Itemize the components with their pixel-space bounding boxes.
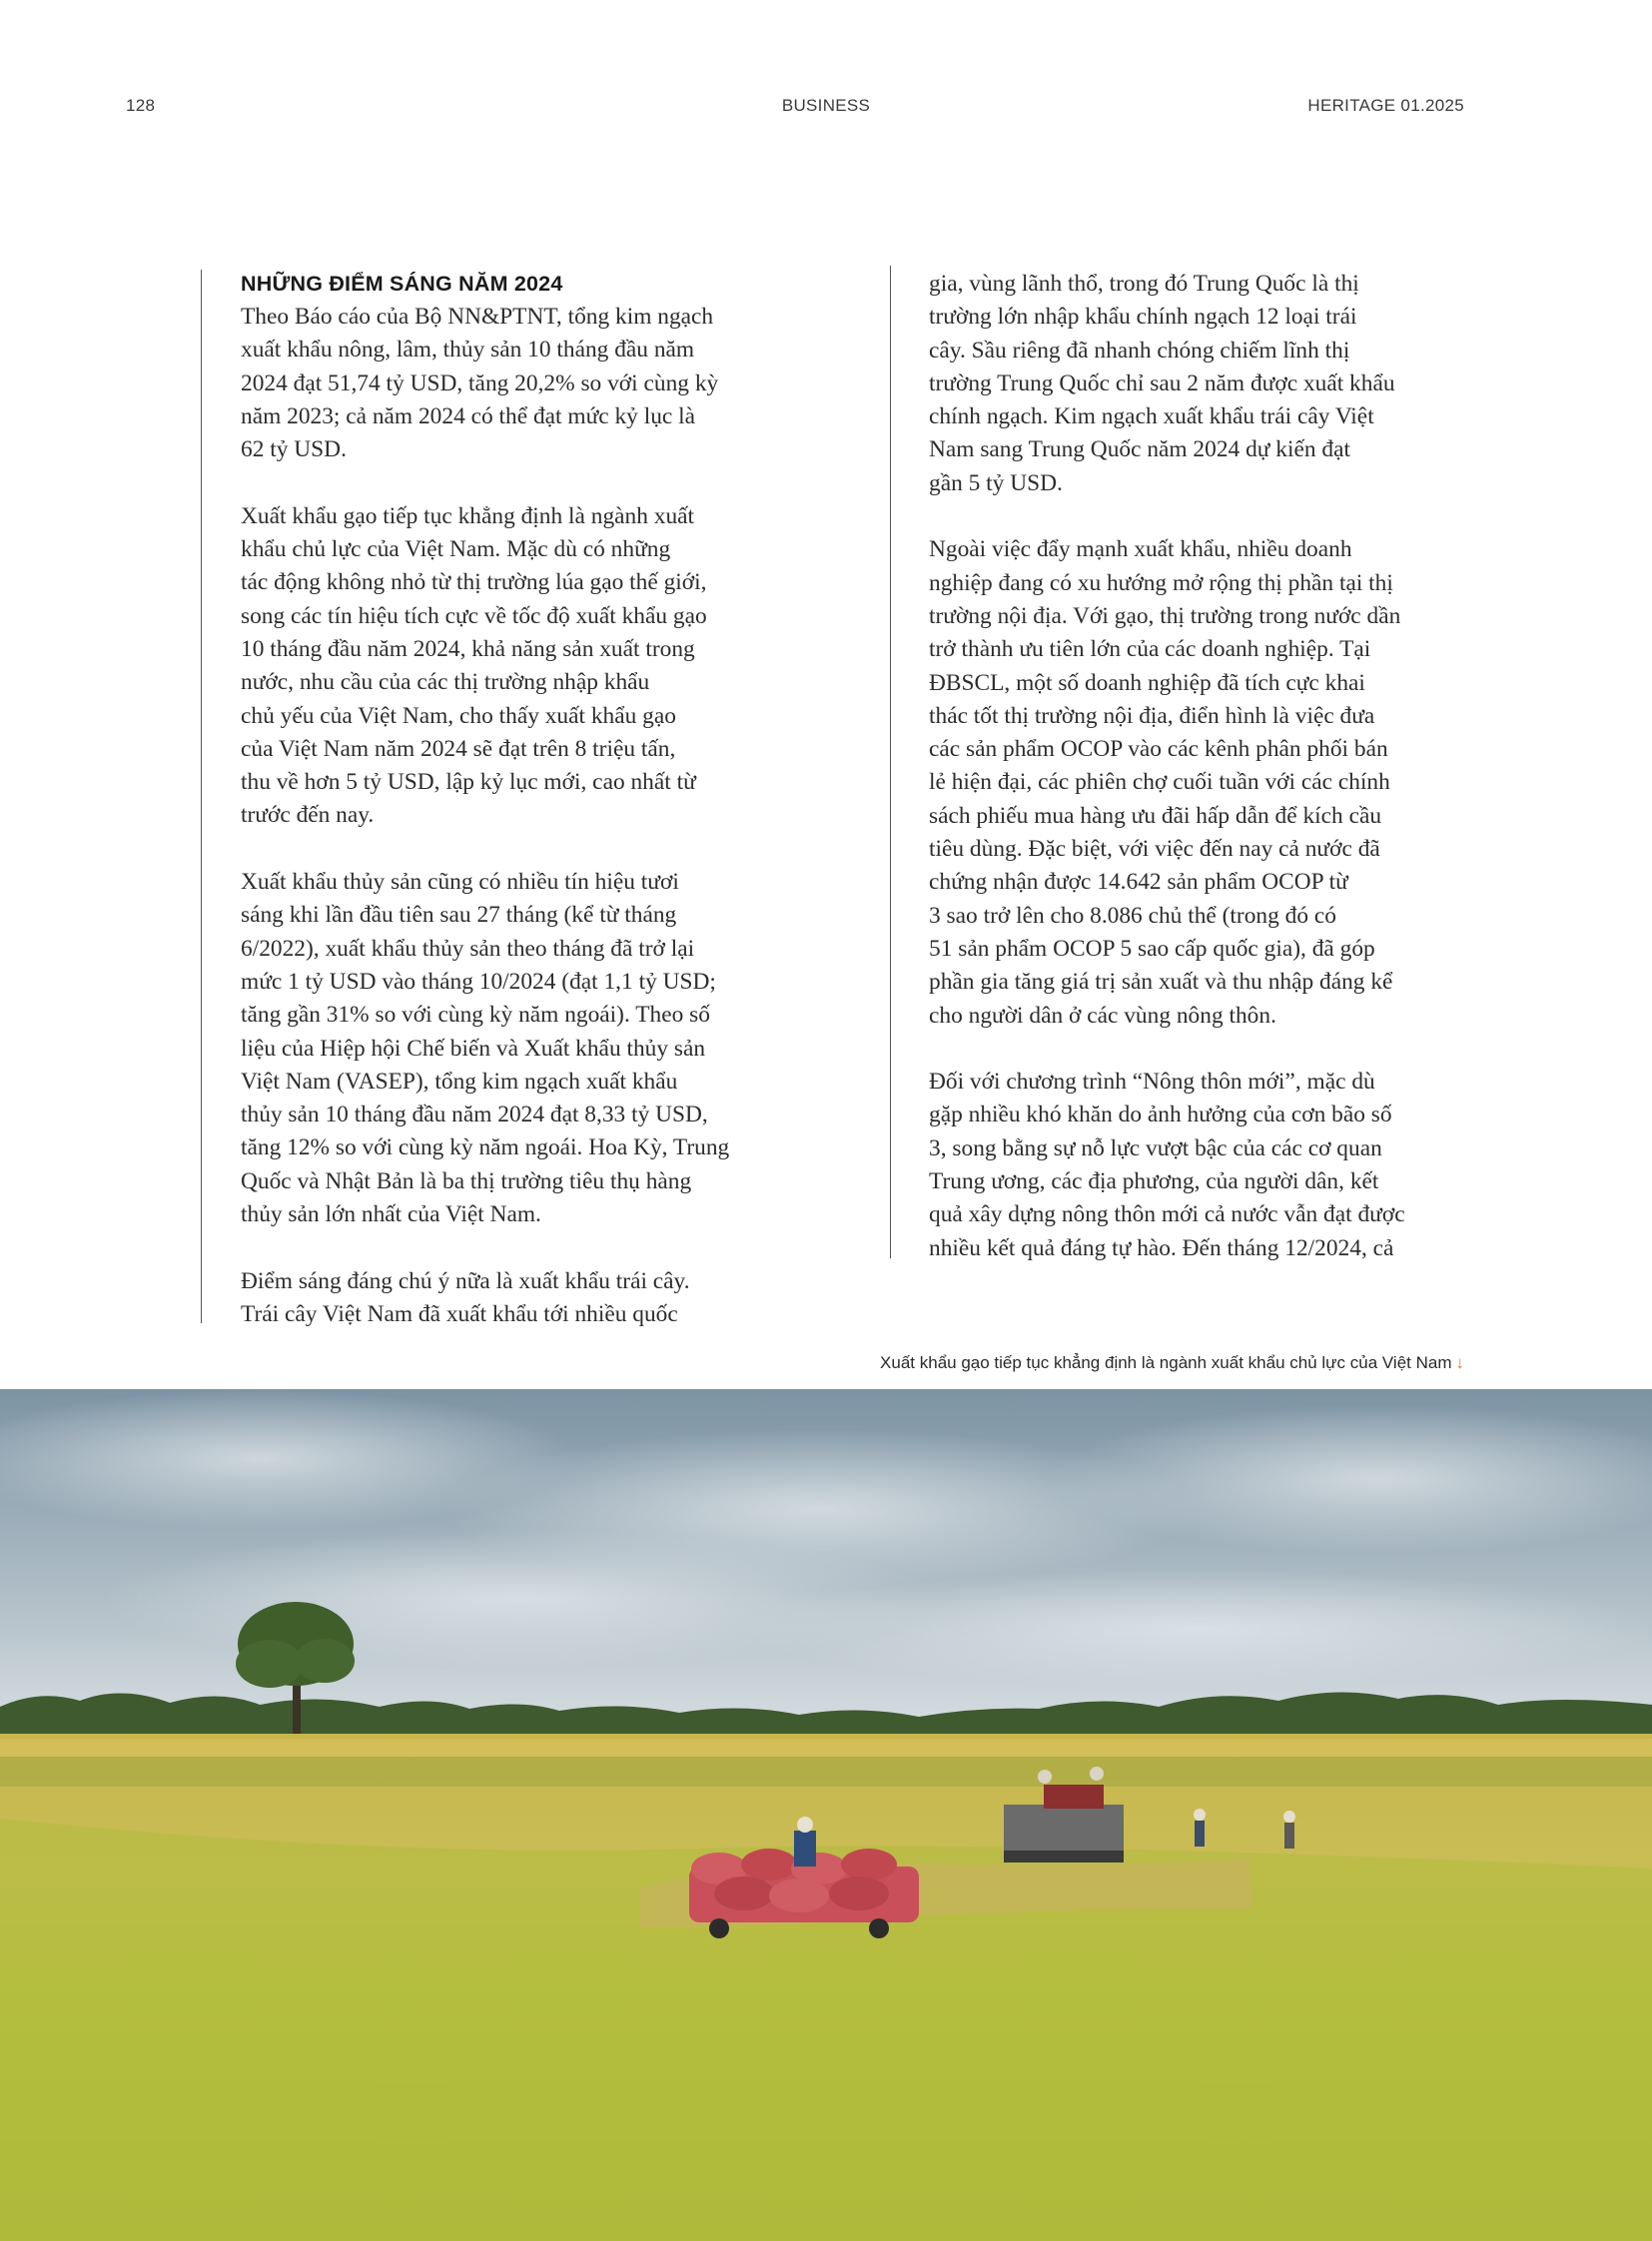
text-line: chủ yếu của Việt Nam, cho thấy xuất khẩu gạo: [241, 702, 676, 729]
text-line: song các tín hiệu tích cực về tốc độ xuất khẩu gạo: [241, 602, 707, 629]
text-line: năm 2023; cả năm 2024 có thể đạt mức kỷ lục là: [241, 402, 696, 429]
text-line: Theo Báo cáo của Bộ NN&PTNT, tổng kim ngạch: [241, 304, 714, 330]
text-line: trường Trung Quốc chỉ sau 2 năm được xuất khẩu: [929, 370, 1395, 396]
section-heading: NHỮNG ĐIỂM SÁNG NĂM 2024: [241, 272, 563, 296]
text-line: chính ngạch. Kim ngạch xuất khẩu trái cây Việt: [929, 403, 1374, 430]
text-line: sách phiếu mua hàng ưu đãi hấp dẫn để kích cầu: [929, 802, 1382, 829]
text-line: gần 5 tỷ USD.: [929, 469, 1063, 496]
text-line: của Việt Nam năm 2024 sẽ đạt trên 8 triệu tấn,: [241, 735, 676, 762]
right-paragraphs: [929, 268, 1468, 1265]
column-rule-left: [201, 270, 202, 1323]
text-line: trường nội địa. Với gạo, thị trường trong nước dần: [929, 602, 1401, 629]
text-line: Xuất khẩu thủy sản cũng có nhiều tín hiệu tươi: [241, 869, 679, 896]
rice-field-photo: [0, 1389, 1652, 2241]
article-paragraph: [241, 1265, 780, 1332]
text-line: Quốc và Nhật Bản là ba thị trường tiêu thụ hàng: [241, 1167, 692, 1194]
arrow-down-icon: ↓: [1455, 1353, 1464, 1372]
left-paragraphs: [241, 301, 780, 1331]
text-line: tác động không nhỏ từ thị trường lúa gạo thế giới,: [241, 569, 707, 596]
text-line: Đối với chương trình “Nông thôn mới”, mặc dù: [929, 1069, 1375, 1096]
text-line: liệu của Hiệp hội Chế biến và Xuất khẩu thủy sản: [241, 1035, 706, 1062]
text-line: thủy sản 10 tháng đầu năm 2024 đạt 8,33 tỷ USD,: [241, 1102, 708, 1128]
column-rule-right: [890, 266, 891, 1258]
text-line: Trung ương, các địa phương, của người dân, kết: [929, 1168, 1379, 1195]
text-line: tăng 12% so với cùng kỳ năm ngoái. Hoa Kỳ, Trung: [241, 1134, 730, 1161]
text-line: khẩu chủ lực của Việt Nam. Mặc dù có những: [241, 536, 671, 563]
text-line: Việt Nam (VASEP), tổng kim ngạch xuất khẩu: [241, 1068, 678, 1095]
text-line: 6/2022), xuất khẩu thủy sản theo tháng đã trở lại: [241, 935, 695, 962]
article-paragraph: [929, 268, 1468, 500]
text-line: chứng nhận được 14.642 sản phẩm OCOP từ: [929, 869, 1348, 896]
text-line: nhiều kết quả đáng tự hào. Đến tháng 12/2024, cả: [929, 1234, 1394, 1261]
text-line: Trái cây Việt Nam đã xuất khẩu tới nhiều quốc: [241, 1300, 678, 1327]
text-line: ĐBSCL, một số doanh nghiệp đã tích cực khai: [929, 669, 1365, 696]
text-line: gặp nhiều khó khăn do ảnh hưởng của cơn bão số: [929, 1102, 1392, 1128]
text-line: thủy sản lớn nhất của Việt Nam.: [241, 1201, 541, 1228]
text-line: gia, vùng lãnh thổ, trong đó Trung Quốc là thị: [929, 271, 1359, 297]
article-paragraph: [241, 301, 780, 466]
section-name: BUSINESS: [781, 96, 871, 115]
text-line: thu về hơn 5 tỷ USD, lập kỷ lục mới, cao nhất từ: [241, 769, 696, 796]
text-line: lẻ hiện đại, các phiên chợ cuối tuần với các chính: [929, 769, 1390, 796]
text-line: nghiệp đang có xu hướng mở rộng thị phần tại thị: [929, 569, 1393, 596]
caption-text: Xuất khẩu gạo tiếp tục khẳng định là ngành xuất khẩu chủ lực của Việt Nam: [880, 1353, 1452, 1372]
text-line: cây. Sầu riêng đã nhanh chóng chiếm lĩnh thị: [929, 337, 1350, 364]
text-line: tăng gần 31% so với cùng kỳ năm ngoái). Theo số: [241, 1002, 710, 1029]
text-line: thác tốt thị trường nội địa, điển hình là việc đưa: [929, 702, 1375, 729]
article-column-left: [241, 268, 780, 1365]
text-line: phần gia tăng giá trị sản xuất và thu nhập đáng kể: [929, 969, 1393, 996]
text-line: quả xây dựng nông thôn mới cả nước vẫn đạt được: [929, 1201, 1405, 1228]
text-line: xuất khẩu nông, lâm, thủy sản 10 tháng đầu năm: [241, 337, 695, 364]
text-line: 62 tỷ USD.: [241, 436, 347, 463]
text-line: trường lớn nhập khẩu chính ngạch 12 loại trái: [929, 304, 1357, 331]
text-line: Ngoài việc đẩy mạnh xuất khẩu, nhiều doanh: [929, 536, 1352, 563]
text-line: 3, song bằng sự nỗ lực vượt bậc của các cơ quan: [929, 1134, 1382, 1161]
text-line: tiêu dùng. Đặc biệt, với việc đến nay cả nước đã: [929, 836, 1380, 863]
page-number: 128: [126, 96, 156, 115]
text-line: 51 sản phẩm OCOP 5 sao cấp quốc gia), đã góp: [929, 935, 1375, 962]
text-line: Nam sang Trung Quốc năm 2024 dự kiến đạt: [929, 436, 1350, 463]
text-line: nước, nhu cầu của các thị trường nhập khẩu: [241, 669, 650, 696]
rice-harvest-illustration: [0, 1389, 1652, 2241]
article-paragraph: [241, 866, 780, 1231]
text-line: các sản phẩm OCOP vào các kênh phân phối bán: [929, 736, 1388, 763]
text-line: 10 tháng đầu năm 2024, khả năng sản xuất trong: [241, 635, 695, 662]
text-line: 3 sao trở lên cho 8.086 chủ thể (trong đó có: [929, 902, 1336, 929]
issue-label: HERITAGE 01.2025: [1307, 96, 1464, 115]
text-line: mức 1 tỷ USD vào tháng 10/2024 (đạt 1,1 tỷ USD;: [241, 968, 716, 995]
text-line: Xuất khẩu gạo tiếp tục khẳng định là ngành xuất: [241, 502, 695, 529]
text-line: 2024 đạt 51,74 tỷ USD, tăng 20,2% so với cùng kỳ: [241, 370, 719, 396]
text-line: sáng khi lần đầu tiên sau 27 tháng (kể từ tháng: [241, 902, 677, 929]
text-line: cho người dân ở các vùng nông thôn.: [929, 1002, 1276, 1029]
article-paragraph: [929, 1066, 1468, 1265]
article-paragraph: [929, 533, 1468, 1032]
article-paragraph: [241, 500, 780, 833]
text-line: trở thành ưu tiên lớn của các doanh nghiệp. Tại: [929, 636, 1371, 663]
article-column-right: [929, 268, 1468, 1298]
running-head: [0, 96, 1652, 120]
photo-caption: [880, 1353, 1464, 1373]
text-line: trước đến nay.: [241, 802, 375, 829]
text-line: Điểm sáng đáng chú ý nữa là xuất khẩu trái cây.: [241, 1267, 690, 1294]
